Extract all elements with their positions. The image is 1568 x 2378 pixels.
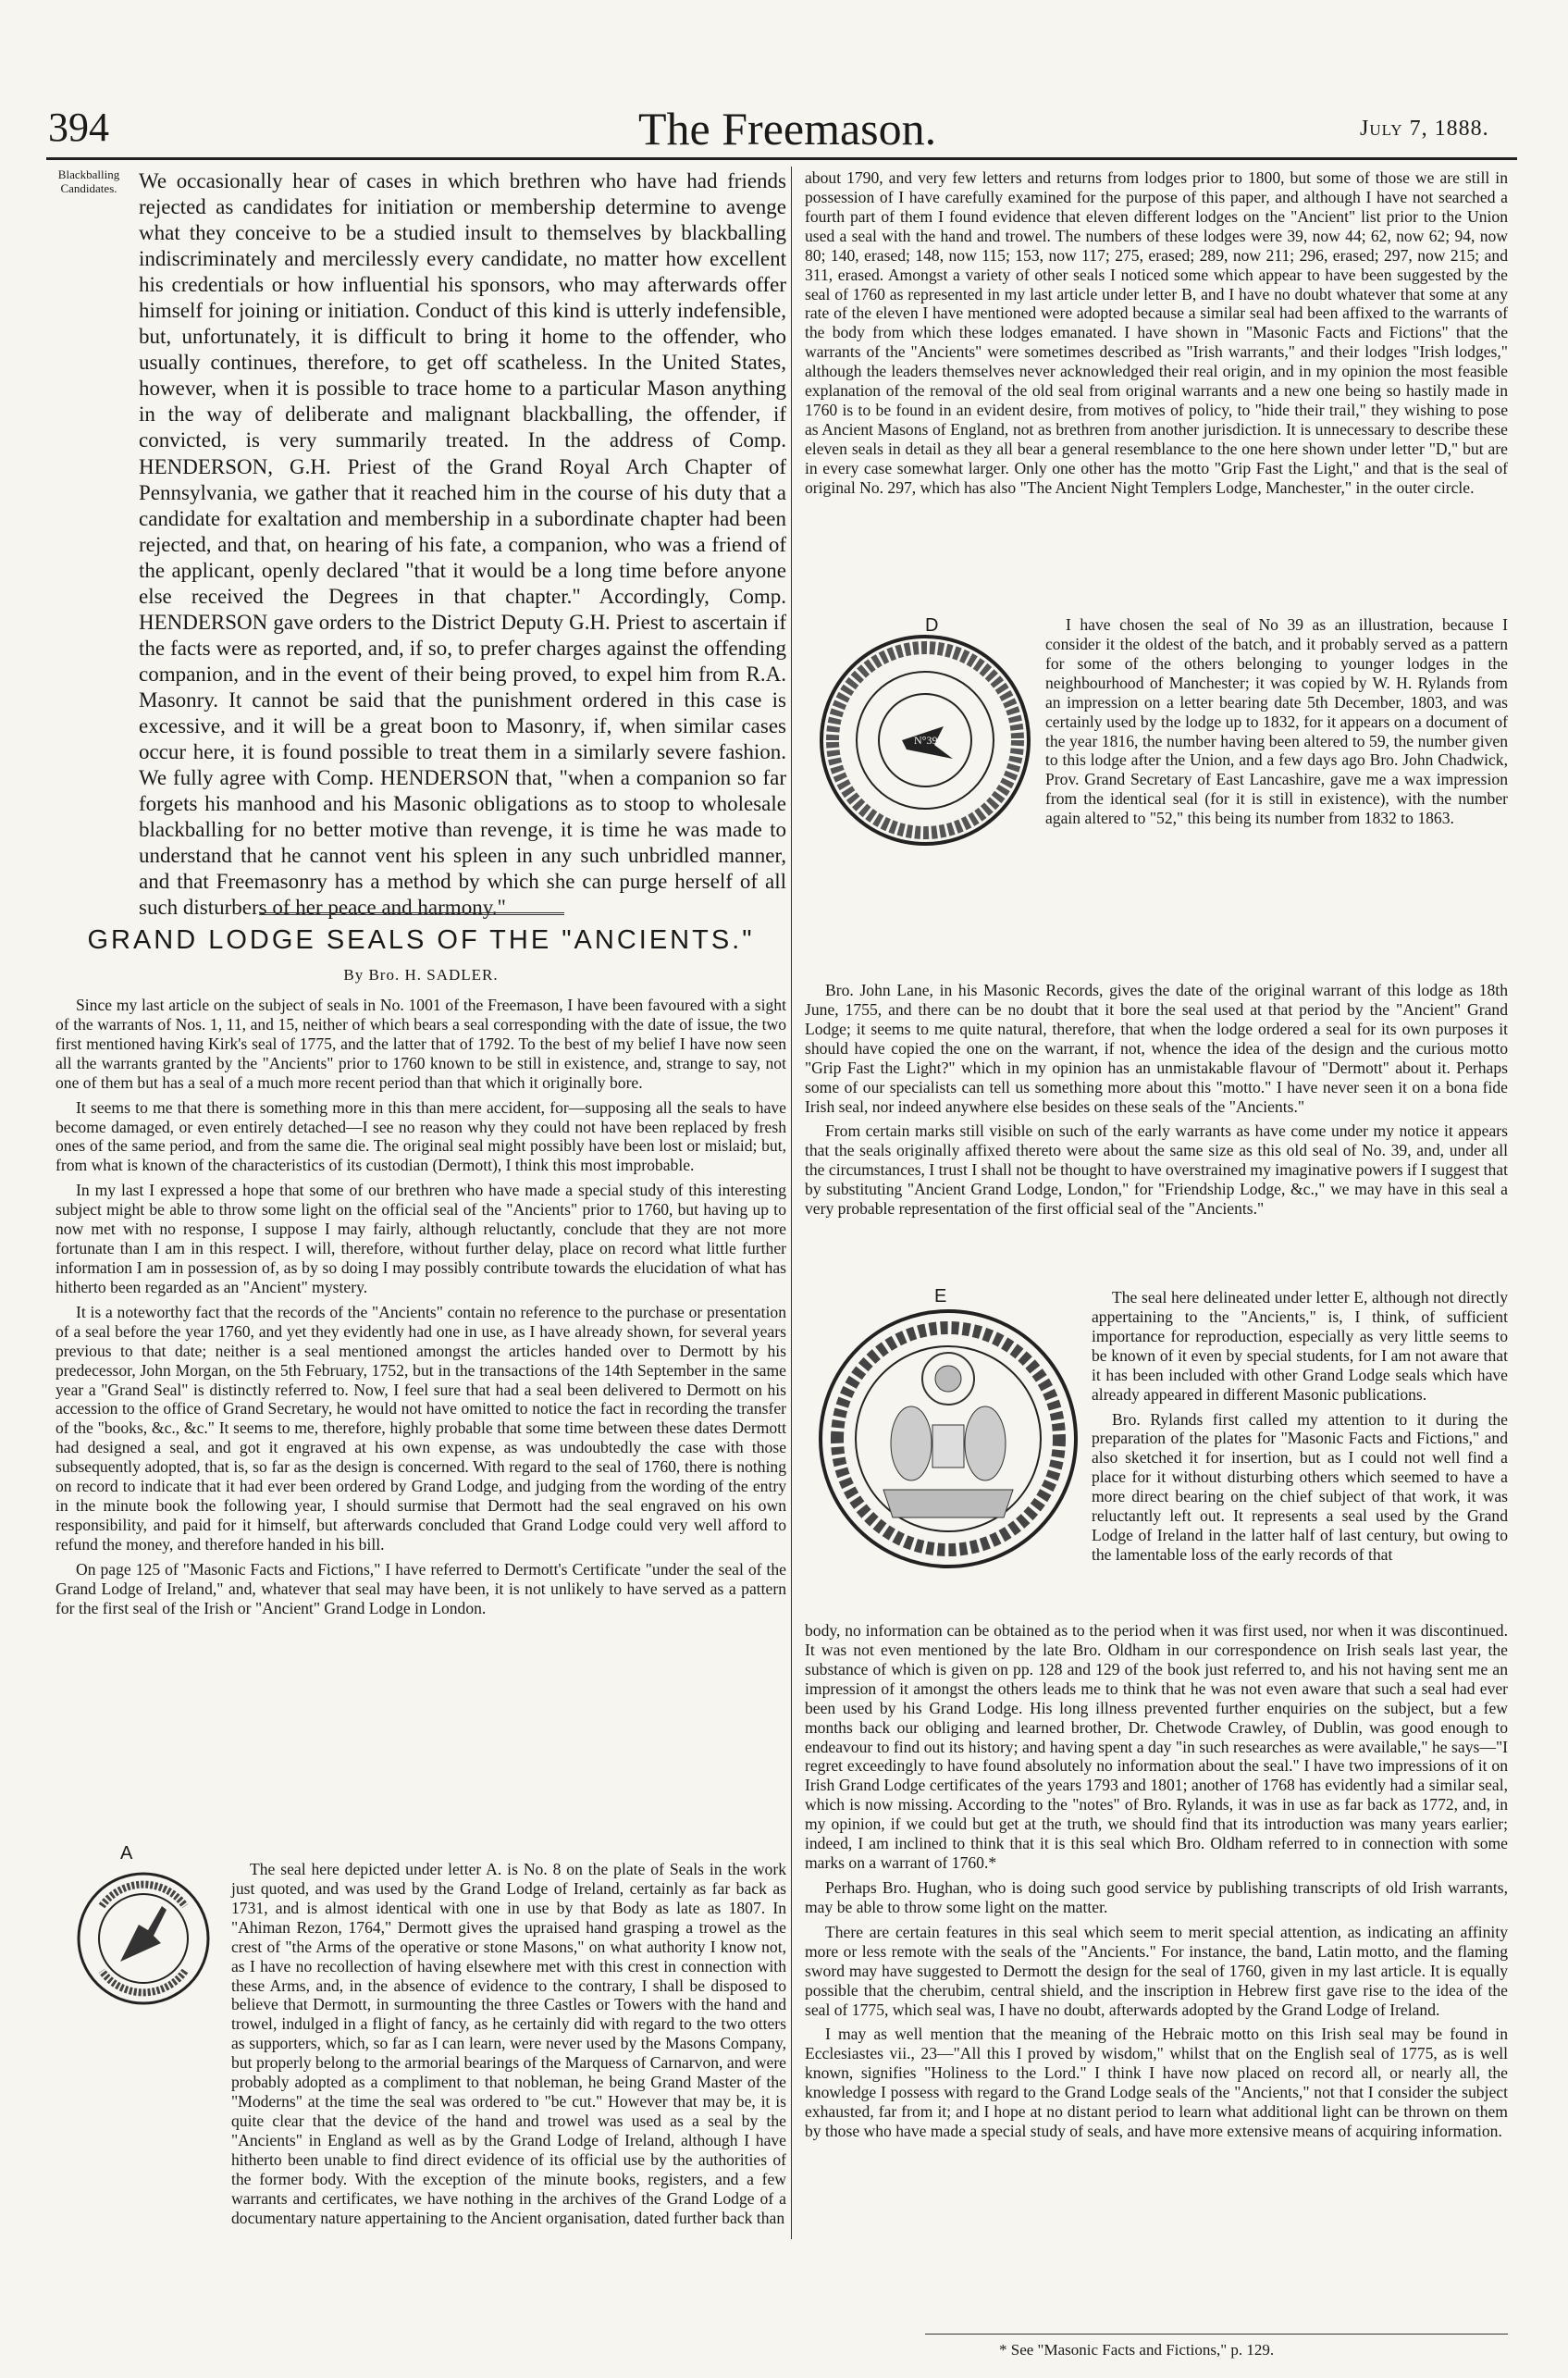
article-title: GRAND LODGE SEALS OF THE "ANCIENTS.": [87, 925, 755, 955]
body-paragraph: It seems to me that there is something more in this than mere accident, for—supposing all the seals to have become damaged, or even entirely detached—I see no reason why they could not have been replaced by fresh ones of the same period, and from the same die. The original seal might possibly have been lost or mislaid; but, from what is known of the characteristics of its custodian (Dermott), I think this most improbable.: [56, 1097, 786, 1175]
body-paragraph: Perhaps Bro. Hughan, who is doing such good service by publishing transcripts of old Irish warrants, may be able to throw some light on the matter.: [805, 1877, 1508, 1916]
seal-a-image: [74, 1869, 213, 2008]
issue-date: July 7, 1888.: [1360, 117, 1489, 141]
header-rule: [46, 157, 1517, 160]
body-paragraph: I may as well mention that the meaning of the Hebraic motto on this Irish seal may be found in Ecclesiastes vii., 23—"All this I proved by wisdom," whilst that on the English seal of 1775, as is well known, signifies "Holiness to the Lord." I think I have now placed on record all, or nearly all, the knowledge I possess with regard to the Grand Lodge seals of the "Ancients," not that I consider the subject exhausted, far from it; and I hope at no distant period to learn what additional light can be thrown on them by those who have made a special study of seals, and have more extensive means of acquiring information.: [805, 2025, 1508, 2141]
article-body-right-mid: [805, 981, 1508, 1224]
body-paragraph: Since my last article on the subject of seals in No. 1001 of the Freemason, I have been favoured with a sight of the warrants of Nos. 1, 11, and 15, neither of which bears a seal corresponding with the date of issue, the two first mentioned having Kirk's seal of 1775, and the latter that of 1792. To the best of my belief I have now seen all the warrants granted by the "Ancients" prior to 1760 known to be still in existence, and, strange to say, not one of them but has a seal of a much more recent period than that which it originally bore.: [56, 996, 786, 1092]
article-body-left: [56, 996, 786, 1624]
body-paragraph: body, no information can be obtained as to the period when it was first used, nor when it was discontinued. It was not even mentioned by the late Bro. Oldham in our correspondence on Irish seals last year, the substance of which is given on pp. 128 and 129 of the book just referred to, and his not having sent me an impression of it amongst the others leads me to think that he was not even aware that such a seal had ever been used by his Grand Lodge. His long illness prevented further enquiries on the subject, but a few months back our obliging and learned brother, Dr. Chetwode Crawley, of Dublin, was good enough to endeavour to find out its history; and having spent a day "in such researches as were available," he says—"I regret exceedingly to have found absolutely no information about the seal." I have two impressions of it on Irish Grand Lodge certificates of the years 1793 and 1801; another of 1768 has evidently had a similar seal, which is now missing. According to the "notes" of Bro. Rylands, it was in use as far back as 1772, and, in my opinion, if we could but get at the truth, we should find that its introduction was many years earlier; indeed, I am inclined to think that it is this seal which Bro. Oldham referred to in connection with some marks on a warrant of 1760.*: [805, 1621, 1508, 1873]
body-paragraph: From certain marks still visible on such of the early warrants as have come under my notice it appears that the seals originally affixed thereto were about the same size as this old seal of No. 39, and, under all the circumstances, I trust I shall not be thought to have overstrained my imaginative powers if I suggest that by substituting "Ancient Grand Lodge, London," for "Friendship Lodge, &c.," we may have in this seal a very probable representation of the first official seal of the "Ancients.": [805, 1121, 1508, 1219]
article-blackballing: [56, 168, 786, 926]
seal-a-label: A: [120, 1843, 133, 1864]
seal-d-paragraph: I have chosen the seal of No 39 as an illustration, because I consider it the oldest of the batch, and it probably served as a pattern for some of the others belonging to younger lodges in the neighbourhood of Manchester; it was copied by W. H. Rylands from an impression on a letter bearing date 5th December, 1803, and was certainly used by the lodge up to 1832, for it appears on a document of the year 1816, the number having been altered to 59, the number given to this lodge after the Union, and a few days ago Bro. John Chadwick, Prov. Grand Secretary of East Lancashire, gave me a wax impression from the identical seal (for it is still in existence), with the number again altered to "52," this being its number from 1832 to 1863.: [1045, 615, 1508, 828]
seal-d-image: [814, 629, 1036, 851]
article-byline: By Bro. H. SADLER.: [343, 966, 499, 984]
section-divider: [259, 912, 564, 918]
seal-d-number: N°39: [914, 734, 938, 747]
seal-e-paragraph-2: Bro. Rylands first called my attention to it during the preparation of the plates for "Masonic Facts and Fictions," and also sketched it for insertion, but as I could not well find a place for it without disturbing others which seemed to have a more direct bearing on the chief subject of that work, it was reluctantly left out. It represents a seal used by the Grand Lodge of Ireland in the latter half of last century, but owing to the lamentable loss of the early records of that: [1092, 1409, 1508, 1564]
seal-d-label: D: [925, 615, 939, 636]
body-paragraph: There are certain features in this seal which seem to merit special attention, as indicating an affinity more or less remote with the seals of the "Ancients." For instance, the band, Latin motto, and the flaming sword may have suggested to Dermott the design for the seal of 1760, given in my last article. It is equally possible that the cherubim, central shield, and the inscription in Hebrew first gave rise to the idea of the seal of 1775, which seal was, I have no doubt, afterwards adopted by the Grand Lodge of Ireland.: [805, 1922, 1508, 2019]
seal-e-paragraph: The seal here delineated under letter E, although not directly appertaining to the "Ancients," is, I think, of sufficient importance for reproduction, especially as very little seems to be known of it even by special students, for I am not aware that it has been included with other Grand Lodge seals which have already appeared in different Masonic publications.: [1092, 1288, 1508, 1404]
seal-a: [74, 1869, 213, 2008]
page-number: 394: [48, 105, 109, 150]
body-paragraph: On page 125 of "Masonic Facts and Fictions," I have referred to Dermott's Certificate "under the seal of the Grand Lodge of Ireland," and, whatever that seal may have been, it is not unlikely to have served as a pattern for the first seal of the Irish or "Ancient" Grand Lodge in London.: [56, 1559, 786, 1617]
seal-d-text: [1045, 615, 1508, 834]
article-body-right-top: [805, 168, 1508, 503]
body-paragraph: Bro. John Lane, in his Masonic Records, gives the date of the original warrant of this lodge as 18th June, 1755, and there can be no doubt that it bore the seal used at that period by the "Ancient" Grand Lodge; it seems to me quite natural, therefore, that when the lodge ordered a seal for its own purposes it should have copied the one on the warrant, if not, whence the idea of the design and the curious motto "Grip Fast the Light?" which in my opinion has an unmistakable flavour of "Dermott" about it. Perhaps some of our specialists can tell us something more about this "motto." I have never seen it on a bona fide Irish seal, nor indeed anywhere else besides on these seals of the "Ancients.": [805, 981, 1508, 1116]
seal-e: [814, 1305, 1082, 1573]
article-paragraph: We occasionally hear of cases in which brethren who have had friends rejected as candidates for initiation or membership determine to avenge what they conceive to be a studied insult to themselves by blackballing indiscriminately and mercilessly every candidate, no matter how excellent his credentials or how influential his sponsors, who may afterwards offer himself for joining or initiation. Conduct of this kind is utterly indefensible, but, unfortunately, it is difficult to bring it home to the offender, who usually continues, therefore, to get off scatheless. In the United States, however, when it is possible to trace home to a particular Mason anything in the way of deliberate and malignant blackballing, the offender, if convicted, is very summarily treated. In the address of Comp. HENDERSON, G.H. Priest of the Grand Royal Arch Chapter of Pennsylvania, we gather that it reached him in the course of his duty that a candidate for exaltation and membership in a subordinate chapter had been rejected, and that, on hearing of his fate, a companion, who was a friend of the applicant, openly declared "that it would be a long time before anyone else received the Degrees in that chapter." Accordingly, Comp. HENDERSON gave orders to the District Deputy G.H. Priest to ascertain if the facts were as reported, and, if so, to prefer charges against the offending companion, and in the event of their being proved, to expel him from R.A. Masonry. It cannot be said that the punishment ordered in this case is excessive, and it will be a great boon to Masonry, if, when similar cases occur here, it is found possible to treat them in a similarly severe fashion. We fully agree with Comp. HENDERSON that, "when a companion so far forgets his manhood and his Masonic obligations as to stoop to wholesale blackballing for no better motive than revenge, it is time he was made to understand that he cannot vent his spleen in any such unbridled manner, and that Freemasonry has a method by which she can purge herself of all such disturbers of her peace and harmony.": [139, 169, 786, 920]
body-paragraph: about 1790, and very few letters and returns from lodges prior to 1800, but some of those we are still in possession of I have carefully examined for the purpose of this paper, and although I have not searched a fourth part of them I found evidence that eleven different lodges on the "Ancient" list prior to the Union used a seal with the hand and trowel. The numbers of these lodges were 39, now 44; 62, now 62; 94, now 80; 140, erased; 148, now 115; 153, now 117; 275, erased; 289, now 211; 296, erased; 297, now 215; and 311, erased. Amongst a variety of other seals I noticed some which appear to have been suggested by the seal of 1760 as represented in my last article under letter B, and I have no doubt whatever that some at any rate of the eleven I have mentioned were adopted because a similar seal had been affixed to the warrants of the body from which these lodges emanated. I have shown in "Masonic Facts and Fictions" that the warrants of the "Ancients" were sometimes described as "Irish warrants," and their lodges "Irish lodges," although the leaders themselves never acknowledged their real origin, and in my opinion the most feasible explanation of the removal of the old seal from original warrants and a new one being so hastily made in 1760 is to be found in an evident desire, from motives of policy, to "hide their trail," they wishing to pose as Ancient Masons of England, not as brethren from another jurisdiction. It is unnecessary to describe these eleven seals in detail as they all bear a general resemblance to the one here shown under letter "D," but are in every case somewhat larger. Only one other has the motto "Grip Fast the Light," and that is the seal of original No. 297, which has also "The Ancient Night Templers Lodge, Manchester," in the outer circle.: [805, 168, 1508, 497]
column-rule: [791, 167, 792, 2239]
seal-e-image: [814, 1305, 1082, 1573]
body-paragraph: In my last I expressed a hope that some of our brethren who have made a special study of this interesting subject might be able to throw some light on the official seal of the "Ancients" prior to 1760, but having up to now met with no response, I suppose I may fairly, although reluctantly, conclude that they are not more fortunate than I am in this respect. I will, therefore, without further delay, place on record what little further information I am in possession of, as by so doing I may possibly contribute towards the elucidation of what has hitherto been regarded as an "Ancient" mystery.: [56, 1181, 786, 1296]
sidebar-note: Blackballing Candidates.: [57, 167, 120, 195]
seal-e-text: [1092, 1288, 1508, 1570]
running-title: The Freemason.: [638, 103, 937, 155]
article-body-right-bottom: [805, 1621, 1508, 2147]
footnote: * See "Masonic Facts and Fictions," p. 129.: [999, 2341, 1275, 2359]
seal-a-paragraph: The seal here depicted under letter A. is No. 8 on the plate of Seals in the work just quoted, and was used by the Grand Lodge of Ireland, certainly as far back as 1731, and is almost identical with one in use by that Body as late as 1807. In "Ahiman Rezon, 1764," Dermott gives the upraised hand grasping a trowel as the crest of "the Arms of the operative or stone Masons," on what authority I know not, as I have no recollection of having elsewhere met with this crest in connection with these Arms, and, in the absence of evidence to the contrary, I shall be disposed to believe that Dermott, in surmounting the three Castles or Towers with the hand and trowel, indulged in a flight of fancy, as he certainly did with regard to the two otters as supporters, which, so far as I can learn, were never used by the Masons Company, but properly belong to the armorial bearings of the Marquess of Carnarvon, and were probably adopted as a compliment to that nobleman, he being Grand Master of the "Moderns" at the time the seal was ordered to "be cut." However that may be, it is quite clear that the device of the hand and trowel was used as a seal by the "Ancients" in England as well as by the Grand Lodge of Ireland, although I have hitherto been unable to find direct evidence of its official use by the authorities of the former body. With the exception of the minute books, registers, and a few warrants and certificates, we have nothing in the archives of the Grand Lodge of a documentary nature appertaining to the Ancient organisation, dated further back than: [231, 1860, 786, 2227]
seal-e-label: E: [934, 1286, 947, 1307]
body-paragraph: It is a noteworthy fact that the records of the "Ancients" contain no reference to the purchase or presentation of a seal before the year 1760, and yet they evidently had one in use, as I have already shown, for several years previous to that date; neither is a seal mentioned amongst the articles handed over to Dermott by his predecessor, John Morgan, on the 5th February, 1752, but in the transactions of the 14th September in the same year a "Grand Seal" is distinctly referred to. Now, I feel sure that had a seal been delivered to Dermott on his accession to the office of Grand Secretary, he would not have omitted to notice the fact in recording the transfer of the "books, &c., &c." It seems to me, therefore, highly probable that some time between these dates Dermott had designed a seal, and got it engraved at his own expense, as was undoubtedly the case with those subsequently adopted, that is, so far as the design is concerned. With regard to the seal of 1760, there is nothing on record to indicate that it had ever been ordered by Grand Lodge, and judging from the wording of the entry in the minute book the following year, I should surmise that Dermott had the seal engraved on his own responsibility, and paid for it himself, but afterwards concluded that Grand Lodge could very well afford to refund the money, and therefore handed in his bill.: [56, 1302, 786, 1554]
footnote-rule: [925, 2334, 1508, 2335]
seal-a-text: [231, 1860, 786, 2234]
seal-d: [814, 629, 1036, 851]
